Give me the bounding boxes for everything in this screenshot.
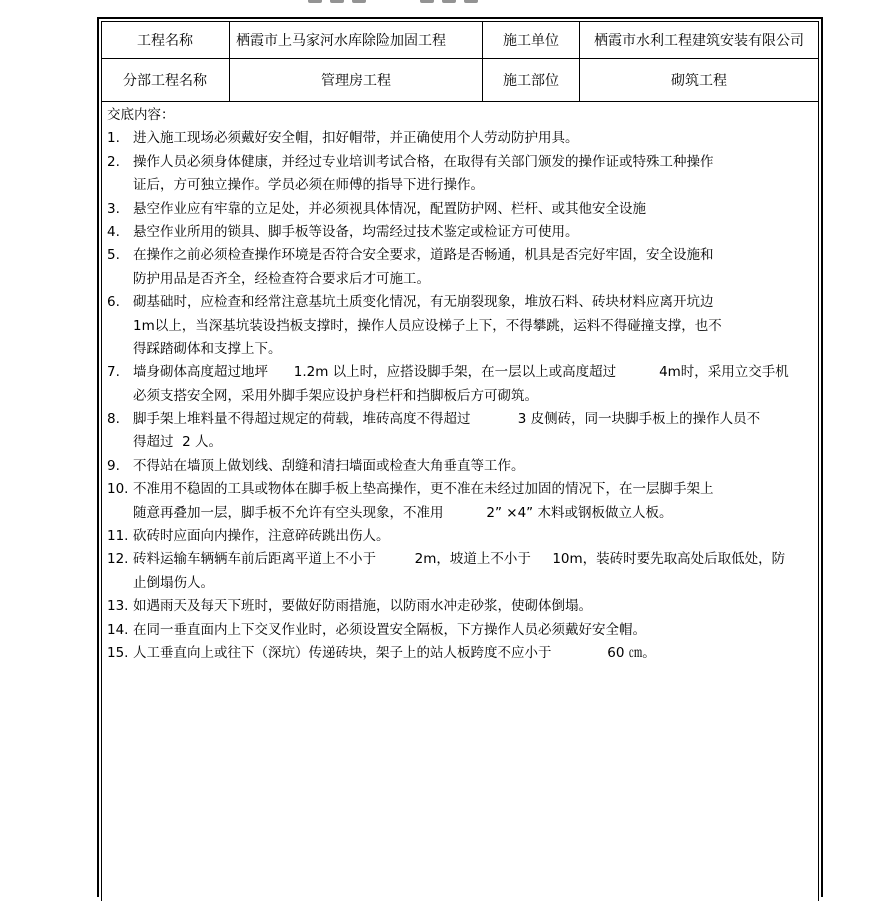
briefing-item-number: 14. xyxy=(107,621,129,638)
briefing-item xyxy=(107,478,813,525)
sub-project-value: 管理房工程 xyxy=(321,73,391,89)
briefing-item xyxy=(107,595,813,618)
project-name-value: 栖霞市上马家河水库除险加固工程 xyxy=(236,32,446,49)
cropped-title-remnant xyxy=(300,0,500,5)
construction-part-value: 砌筑工程 xyxy=(671,73,727,89)
briefing-item-text-line: 证后，方可独立操作。学员必须在师傅的指导下进行操作。 xyxy=(133,177,484,194)
briefing-item-text-line: 防护用品是否齐全，经检查符合要求后才可施工。 xyxy=(133,270,430,287)
briefing-item xyxy=(107,291,813,361)
briefing-item-number: 8. xyxy=(107,411,120,428)
briefing-item-number: 3. xyxy=(107,200,120,217)
sub-project-label: 分部工程名称 xyxy=(123,73,207,89)
briefing-item-text-line: 得踩踏砌体和支撑上下。 xyxy=(133,340,282,357)
briefing-item-number: 12. xyxy=(107,551,129,568)
briefing-intro: 交底内容： xyxy=(107,107,175,123)
briefing-item xyxy=(107,525,813,548)
construction-unit-label: 施工单位 xyxy=(503,32,559,49)
briefing-item-number: 4. xyxy=(107,223,120,240)
briefing-item-text-line: 操作人员必须身体健康，并经过专业培训考试合格，在取得有关部门颁发的操作证或特殊工种操作 xyxy=(133,153,714,170)
briefing-item-number: 11. xyxy=(107,528,129,545)
briefing-item xyxy=(107,198,813,221)
briefing-item xyxy=(107,221,813,244)
briefing-item-text-line: 在同一垂直面内上下交叉作业时，必须设置安全隔板，下方操作人员必须戴好安全帽。 xyxy=(133,621,646,638)
briefing-item-text-line: 如遇雨天及每天下班时，要做好防雨措施，以防雨水冲走砂浆，使砌体倒塌。 xyxy=(133,598,592,615)
briefing-item xyxy=(107,642,813,665)
briefing-item-text-line: 在操作之前必须检查操作环境是否符合安全要求，道路是否畅通，机具是否完好牢固，安全设施和 xyxy=(133,247,714,264)
briefing-item-number: 2. xyxy=(107,153,120,170)
briefing-item-text-line: 不得站在墙顶上做划线、刮缝和清扫墙面或检查大角垂直等工作。 xyxy=(133,457,525,474)
briefing-item-number: 1. xyxy=(107,130,120,147)
briefing-item-number: 6. xyxy=(107,294,120,311)
briefing-item xyxy=(107,408,813,455)
briefing-item-number: 10. xyxy=(107,481,129,498)
briefing-item-list xyxy=(107,127,813,665)
briefing-item-text-line: 不准用不稳固的工具或物体在脚手板上垫高操作，更不准在未经过加固的情况下，在一层脚手架上 xyxy=(133,481,714,498)
header-row-project xyxy=(101,21,819,59)
project-name-label: 工程名称 xyxy=(137,32,193,49)
briefing-item-number: 13. xyxy=(107,598,129,615)
briefing-item-text-line: 脚手架上堆料量不得超过规定的荷载，堆砖高度不得超过 3 皮侧砖，同一块脚手板上的操作人员不 xyxy=(133,411,761,428)
briefing-item xyxy=(107,455,813,478)
briefing-item xyxy=(107,361,813,408)
briefing-item-number: 7. xyxy=(107,364,120,381)
briefing-item-number: 9. xyxy=(107,457,120,474)
briefing-content xyxy=(107,104,813,665)
briefing-item-text-line: 止倒塌伤人。 xyxy=(133,574,214,591)
briefing-item-number: 5. xyxy=(107,247,120,264)
briefing-item-text-line: 1m以上，当深基坑装设挡板支撑时，操作人员应设梯子上下，不得攀跳，运料不得碰撞支撑，也不 xyxy=(133,317,722,334)
briefing-item-text-line: 随意再叠加一层，脚手板不允许有空头现象，不准用 2” ×4” 木料或钢板做立人板。 xyxy=(133,504,673,521)
briefing-item-text-line: 砌基础时，应检查和经常注意基坑土质变化情况，有无崩裂现象，堆放石料、砖块材料应离开坑边 xyxy=(133,294,714,311)
header-row-subproject xyxy=(101,59,819,102)
briefing-item xyxy=(107,151,813,198)
briefing-item-text-line: 进入施工现场必须戴好安全帽，扣好帽带，并正确使用个人劳动防护用具。 xyxy=(133,130,579,147)
briefing-item-text-line: 必须支搭安全网，采用外脚手架应设护身栏杆和挡脚板后方可砌筑。 xyxy=(133,387,538,404)
briefing-item xyxy=(107,127,813,150)
construction-part-label: 施工部位 xyxy=(503,73,559,89)
briefing-item-text-line: 墙身砌体高度超过地坪 1.2m 以上时，应搭设脚手架，在一层以上或高度超过 4m时，采用立交手机 xyxy=(133,364,789,381)
briefing-item-text-line: 得超过 2 人。 xyxy=(133,434,222,451)
briefing-item xyxy=(107,244,813,291)
briefing-item-text-line: 人工垂直向上或往下（深坑）传递砖块，架子上的站人板跨度不应小于 60 ㎝。 xyxy=(133,644,656,661)
briefing-item-text-line: 砍砖时应面向内操作，注意碎砖跳出伤人。 xyxy=(133,528,390,545)
briefing-item-text-line: 砖料运输车辆辆车前后距离平道上不小于 2m，坡道上不小于 10m，装砖时要先取高处后取低处，防 xyxy=(133,551,786,568)
briefing-item-number: 15. xyxy=(107,644,129,661)
construction-unit-value: 栖霞市水利工程建筑安装有限公司 xyxy=(594,32,804,49)
briefing-item-text-line: 悬空作业所用的锁具、脚手板等设备，均需经过技术鉴定或检证方可使用。 xyxy=(133,223,579,240)
briefing-item-text-line: 悬空作业应有牢靠的立足处，并必须视具体情况，配置防护网、栏杆、或其他安全设施 xyxy=(133,200,646,217)
briefing-item xyxy=(107,548,813,595)
briefing-item xyxy=(107,619,813,642)
